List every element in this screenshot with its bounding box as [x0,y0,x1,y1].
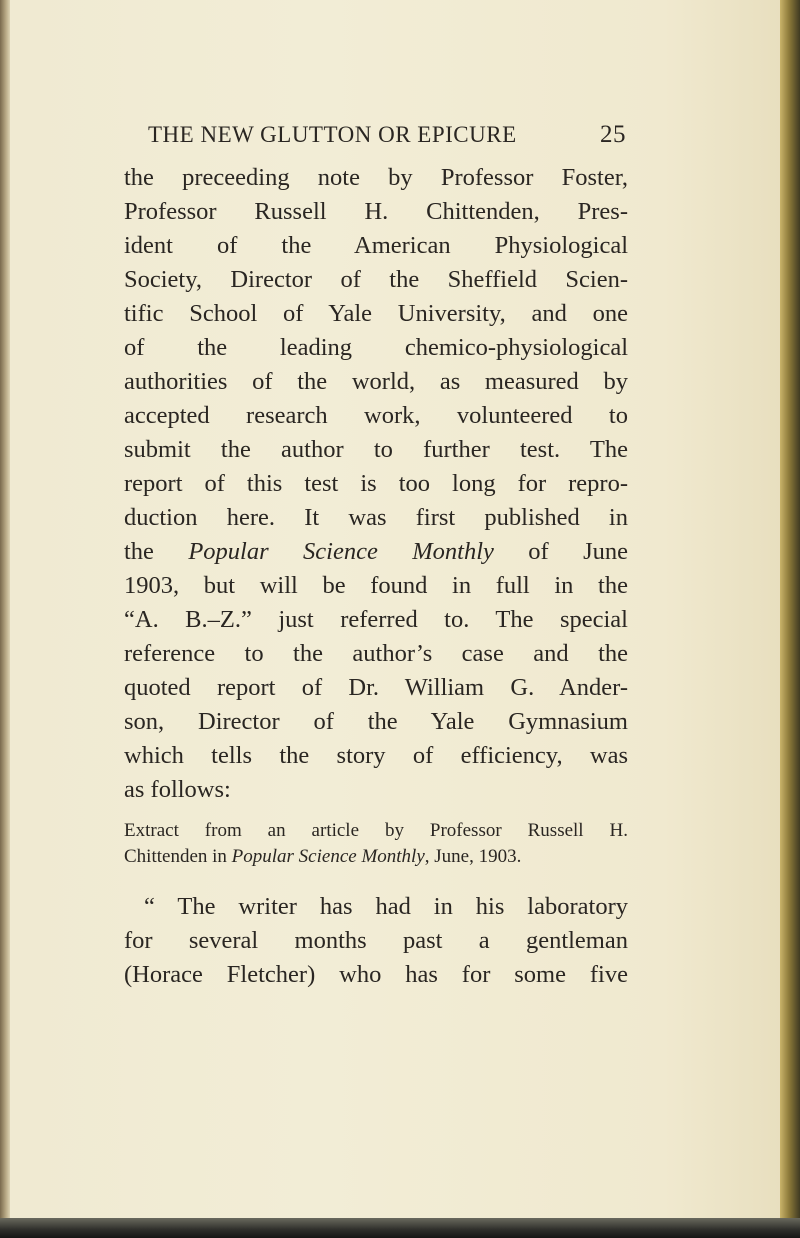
text-line: report of this test is too long for repro- [124,470,628,497]
text-line: son, Director of the Yale Gymnasium [124,708,628,735]
text-line: Extract from an article by Professor Russell H. [124,820,628,841]
text-fragment: of June [493,538,628,565]
text-line: “A. B.–Z.” just referred to. The special [124,606,628,633]
body-paragraph [124,161,628,807]
text-fragment: Chittenden in [124,846,232,867]
page-number: 25 [600,121,626,148]
text-line: quoted report of Dr. William G. Ander- [124,674,628,701]
text-line: Society, Director of the Sheffield Scien- [124,266,628,293]
text-line: tific School of Yale University, and one [124,300,628,327]
text-line: reference to the author’s case and the [124,640,628,667]
page-gutter-left [0,0,10,1238]
text-line: the preceeding note by Professor Foster, [124,164,628,191]
text-fragment: the [124,538,189,565]
text-line: “ The writer has had in his laboratory [144,893,628,920]
extract-note [124,818,628,870]
book-edge-bottom [0,1218,800,1238]
text-line [124,844,628,870]
book-cover-edge-right [780,0,800,1238]
text-line: of the leading chemico-physiological [124,334,628,361]
text-line: as follows: [124,776,231,803]
text-line: ident of the American Physiological [124,232,628,259]
text-line: duction here. It was first published in [124,504,628,531]
text-line: which tells the story of efficiency, was [124,742,628,769]
journal-title: Popular Science Monthly [231,846,425,867]
text-line: authorities of the world, as measured by [124,368,628,395]
text-line: Professor Russell H. Chittenden, Pres- [124,198,628,225]
text-line: 1903, but will be found in full in the [124,572,628,599]
journal-title: Popular Science Monthly [188,538,494,565]
text-line: (Horace Fletcher) who has for some five [124,961,628,988]
quoted-paragraph [124,890,628,992]
text-line [124,535,628,569]
text-line: submit the author to further test. The [124,436,628,463]
running-head-title: THE NEW GLUTTON OR EPICURE [148,122,517,147]
running-head [148,121,626,149]
text-line: accepted research work, volunteered to [124,402,628,429]
text-line: for several months past a gentleman [124,927,628,954]
text-fragment: , June, 1903. [424,846,522,867]
